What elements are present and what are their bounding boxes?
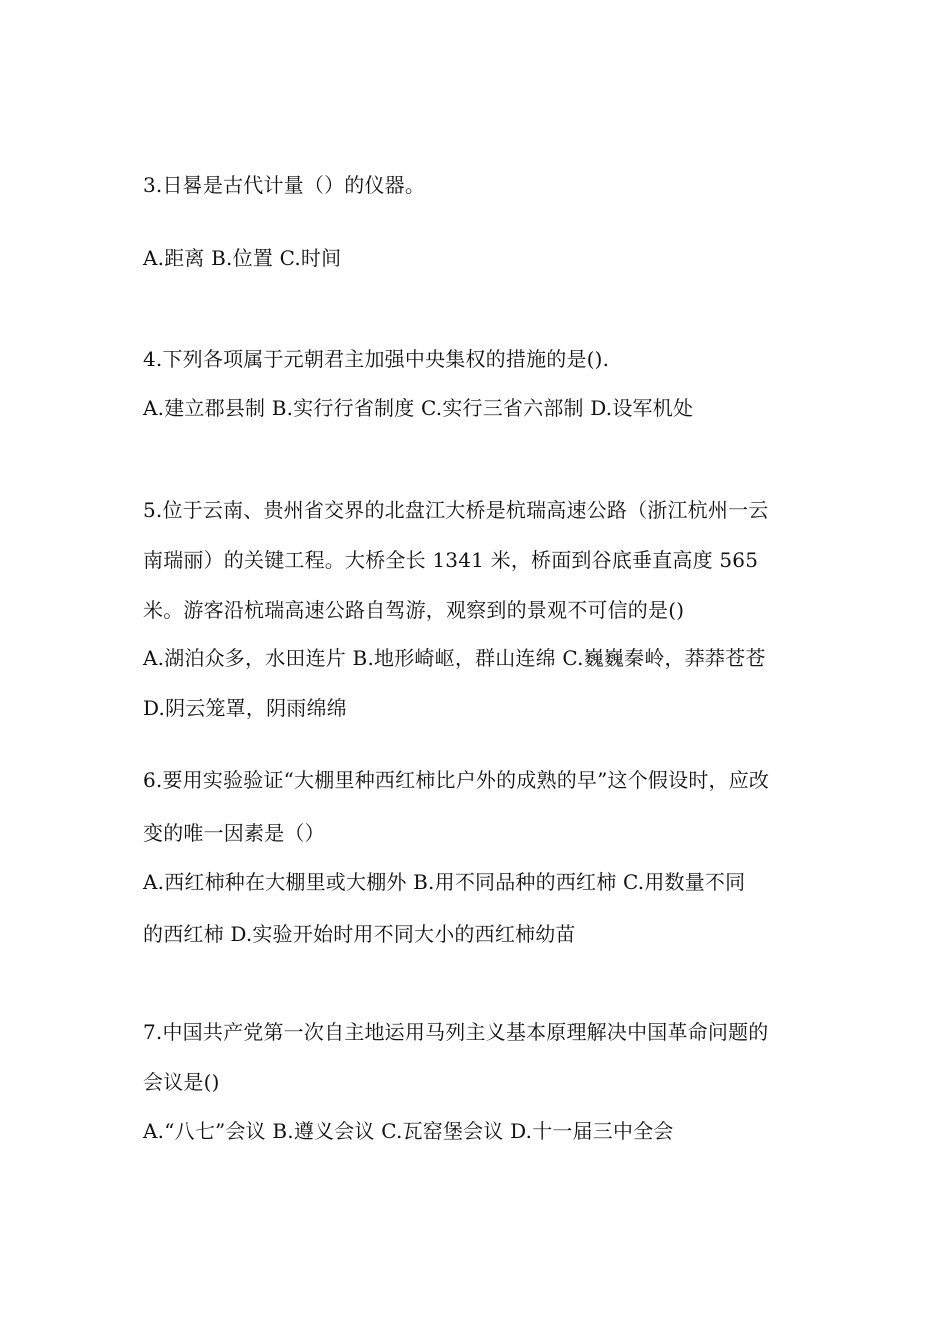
question-4-stem: 4.下列各项属于元朝君主加强中央集权的措施的是().: [143, 347, 610, 371]
question-7-options: A.“八七”会议 B.遵义会议 C.瓦窑堡会议 D.十一届三中全会: [143, 1119, 674, 1143]
question-5-stem-line-2: 南瑞丽）的关键工程。大桥全长 1341 米，桥面到谷底垂直高度 565: [143, 548, 759, 572]
question-5-options-line-1: A.湖泊众多，水田连片 B.地形崎岖，群山连绵 C.巍巍秦岭，莽莽苍苍: [143, 646, 766, 670]
question-3-stem: 3.日晷是古代计量（）的仪器。: [143, 173, 426, 197]
question-4-options: A.建立郡县制 B.实行行省制度 C.实行三省六部制 D.设军机处: [143, 396, 694, 420]
question-6-options-line-2: 的西红柿 D.实验开始时用不同大小的西红柿幼苗: [143, 922, 576, 946]
question-5-stem-line-3: 米。游客沿杭瑞高速公路自驾游，观察到的景观不可信的是(): [143, 598, 685, 622]
question-5-options-line-2: D.阴云笼罩，阴雨绵绵: [143, 696, 347, 720]
question-7-stem-line-2: 会议是(): [143, 1070, 220, 1094]
question-6-options-line-1: A.西红柿种在大棚里或大棚外 B.用不同品种的西红柿 C.用数量不同: [143, 870, 746, 894]
question-7-stem-line-1: 7.中国共产党第一次自主地运用马列主义基本原理解决中国革命问题的: [143, 1020, 769, 1044]
question-3-options: A.距离 B.位置 C.时间: [143, 246, 342, 270]
question-5-stem-line-1: 5.位于云南、贵州省交界的北盘江大桥是杭瑞高速公路（浙江杭州一云: [143, 498, 769, 522]
question-6-stem-line-1: 6.要用实验验证“大棚里种西红柿比户外的成熟的早”这个假设时，应改: [143, 768, 770, 792]
question-6-stem-line-2: 变的唯一因素是（）: [143, 821, 325, 845]
